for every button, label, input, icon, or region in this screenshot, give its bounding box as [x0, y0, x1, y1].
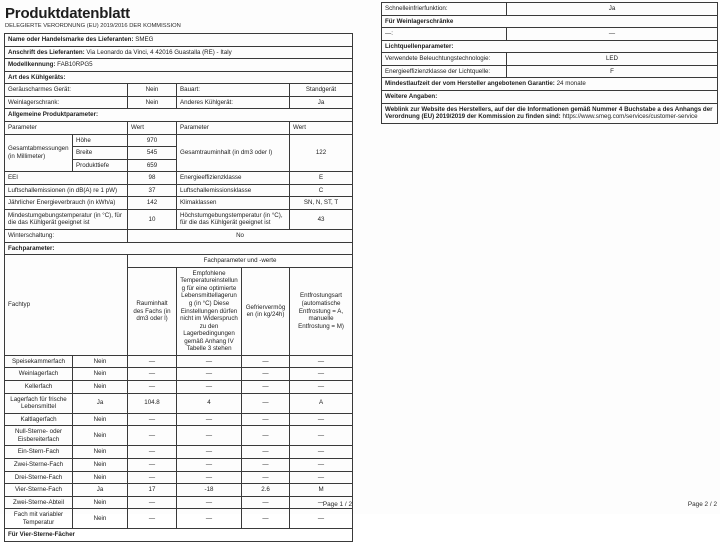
- wert-header-1: Wert: [128, 121, 177, 134]
- fach-defrost: —: [290, 446, 353, 459]
- fach-defrost: —: [290, 381, 353, 394]
- supplier-address-cell: [5, 46, 353, 59]
- fach-defrost: —: [290, 368, 353, 381]
- fach-freeze: —: [242, 393, 290, 413]
- param-row: [5, 172, 353, 185]
- energy-class-value: E: [290, 172, 353, 185]
- model-label: Modellkennung:: [8, 61, 56, 69]
- regulation-subtitle: DELEGIERTE VERORDNUNG (EU) 2019/2016 DER KOMMISSION: [5, 23, 181, 29]
- fach-volume: —: [128, 509, 177, 529]
- low-noise-value: Nein: [128, 84, 177, 97]
- fach-name: Fach mit variabler Temperatur: [5, 509, 73, 529]
- fach-defrost: M: [290, 484, 353, 497]
- wert-header-2: Wert: [290, 121, 353, 134]
- four-star-section-header: Für Vier-Sterne-Fächer: [5, 529, 353, 542]
- fach-volume: —: [128, 496, 177, 509]
- supplier-name-row: [5, 34, 353, 47]
- fach-volume: —: [128, 471, 177, 484]
- fach-row: [5, 471, 353, 484]
- fach-row: [5, 413, 353, 426]
- fach-defrost: —: [290, 413, 353, 426]
- wine-section-row: [382, 15, 718, 28]
- general-section-row: [5, 109, 353, 122]
- fach-name: Ein-Stern-Fach: [5, 446, 73, 459]
- supplier-name-cell: [5, 34, 353, 47]
- fach-present: Nein: [73, 355, 128, 368]
- fach-group-header-row: [5, 255, 353, 268]
- width-label: Breite: [73, 147, 128, 160]
- fach-row: [5, 509, 353, 529]
- fach-freeze: —: [242, 458, 290, 471]
- height-label: Höhe: [73, 134, 128, 147]
- param-header-row: [5, 121, 353, 134]
- fach-freeze: —: [242, 446, 290, 459]
- fach-freeze: —: [242, 355, 290, 368]
- fach-present: Nein: [73, 426, 128, 446]
- light-class-label: Energieeffizienzklasse der Lichtquelle:: [382, 65, 507, 78]
- additional-parameters-table: [381, 2, 718, 124]
- fach-temp: —: [177, 355, 242, 368]
- fach-volume: —: [128, 368, 177, 381]
- depth-label: Produkttiefe: [73, 159, 128, 172]
- fach-temp: —: [177, 413, 242, 426]
- page2-footer: Page 2 / 2: [687, 501, 717, 508]
- temp-col-header: Empfohlene Temperatureinstellung für eine optimierte Lebensmittellagerung (in °C) Diese Einstellungen dürfen nicht im Widerspruch zu den Lagerbedingungen gemäß Anhang IV Tabelle 3 stehen: [177, 267, 242, 355]
- design-type-label: Bauart:: [177, 84, 290, 97]
- page-1: [4, 5, 352, 542]
- wine-dash-value: —: [507, 28, 718, 41]
- fach-temp: —: [177, 446, 242, 459]
- dimensions-row: [5, 134, 353, 147]
- fach-temp: —: [177, 381, 242, 394]
- fach-temp: —: [177, 509, 242, 529]
- climate-class-label: Klimaklassen: [177, 197, 290, 210]
- supplier-address-row: [5, 46, 353, 59]
- general-section-header: Allgemeine Produktparameter:: [5, 109, 353, 122]
- weblink-label: Weblink zur Website des Herstellers, auf der die Informationen gemäß Nummer 4 Buchstabe a des Anhangs der Verordnung (EU) 2019/2019 der Kommission zu finden sind:: [385, 105, 713, 121]
- light-section-header: Lichtquellenparameter:: [382, 40, 718, 53]
- more-info-section-header: Weitere Angaben:: [382, 90, 718, 103]
- fach-temp: —: [177, 426, 242, 446]
- weblink-row: [382, 103, 718, 123]
- min-ambient-temp-label: Mindestumgebungstemperatur (in °C), für die das Kühlgerät geeignet ist: [5, 209, 128, 229]
- supplier-name-label: Name oder Handelsmarke des Lieferanten:: [8, 36, 134, 43]
- fach-name: Drei-Sterne-Fach: [5, 471, 73, 484]
- type-section-row: [5, 71, 353, 84]
- fach-section-header: Fachparameter:: [5, 242, 353, 255]
- fach-volume: —: [128, 381, 177, 394]
- light-tech-row: [382, 53, 718, 66]
- fach-name: Zwei-Sterne-Abteil: [5, 496, 73, 509]
- fach-volume: 17: [128, 484, 177, 497]
- fach-temp: —: [177, 458, 242, 471]
- fach-name: Kellerfach: [5, 381, 73, 394]
- product-parameters-table: [4, 33, 353, 542]
- fach-present: Nein: [73, 471, 128, 484]
- fach-defrost: —: [290, 426, 353, 446]
- fach-volume: —: [128, 426, 177, 446]
- light-class-row: [382, 65, 718, 78]
- fach-present: Nein: [73, 381, 128, 394]
- fach-group-header: Fachparameter und -werte: [128, 255, 353, 268]
- fach-defrost: —: [290, 355, 353, 368]
- fach-temp: 4: [177, 393, 242, 413]
- wine-dash-label: —:: [382, 28, 507, 41]
- depth-value: 659: [128, 159, 177, 172]
- fach-row: [5, 446, 353, 459]
- page-2: [381, 2, 717, 124]
- eei-value: 98: [128, 172, 177, 185]
- fach-temp: —: [177, 368, 242, 381]
- wine-storage-value: Nein: [128, 96, 177, 109]
- total-volume-label: Gesamtrauminhalt (in dm3 oder l): [177, 134, 290, 172]
- fach-present: Ja: [73, 484, 128, 497]
- annual-energy-value: 142: [128, 197, 177, 210]
- fach-defrost: —: [290, 471, 353, 484]
- four-star-section-row: [5, 529, 353, 542]
- fach-defrost: —: [290, 496, 353, 509]
- param-row: [5, 197, 353, 210]
- param-header-2: Parameter: [177, 121, 290, 134]
- warranty-cell: [382, 78, 718, 91]
- wine-dash-row: [382, 28, 718, 41]
- defrost-col-header: Entfrostungsart (automatische Entfrostung = A, manuelle Entfrostung = M): [290, 267, 353, 355]
- design-type-value: Standgerät: [290, 84, 353, 97]
- quickfreeze-value: Ja: [507, 3, 718, 16]
- model-row: [5, 59, 353, 72]
- warranty-row: [382, 78, 718, 91]
- weblink-url[interactable]: https://www.smeg.com/services/customer-service: [562, 113, 698, 121]
- more-info-section-row: [382, 90, 718, 103]
- page-title: Produktdatenblatt: [5, 5, 130, 22]
- light-tech-label: Verwendete Beleuchtungstechnologie:: [382, 53, 507, 66]
- noise-class-label: Luftschallemissionsklasse: [177, 184, 290, 197]
- total-volume-value: 122: [290, 134, 353, 172]
- quickfreeze-row: [382, 3, 718, 16]
- fach-freeze: —: [242, 381, 290, 394]
- fach-present: Nein: [73, 446, 128, 459]
- supplier-address-value: Via Leonardo da Vinci, 4 42016 Guastalla (RE) - Italy: [86, 48, 232, 56]
- fach-freeze: —: [242, 496, 290, 509]
- fach-name: Kaltlagerfach: [5, 413, 73, 426]
- wine-section-header: Für Weinlagerschränke: [382, 15, 718, 28]
- fach-volume: 104.8: [128, 393, 177, 413]
- supplier-address-label: Anschrift des Lieferanten:: [8, 48, 85, 56]
- model-value: FAB10RPG5: [57, 61, 93, 69]
- light-tech-value: LED: [507, 53, 718, 66]
- fach-freeze: 2.6: [242, 484, 290, 497]
- fach-name: Speisekammerfach: [5, 355, 73, 368]
- fach-volume: —: [128, 413, 177, 426]
- weblink-cell: [382, 103, 718, 123]
- noise-emission-value: 37: [128, 184, 177, 197]
- other-appliance-label: Anderes Kühlgerät:: [177, 96, 290, 109]
- fach-present: Nein: [73, 368, 128, 381]
- light-class-value: F: [507, 65, 718, 78]
- fach-volume: —: [128, 446, 177, 459]
- energy-class-label: Energieeffizienzklasse: [177, 172, 290, 185]
- other-appliance-value: Ja: [290, 96, 353, 109]
- fach-freeze: —: [242, 368, 290, 381]
- fach-temp: —: [177, 471, 242, 484]
- noise-emission-label: Luftschallemissionen (in dB(A) re 1 pW): [5, 184, 128, 197]
- winter-setting-label: Winterschaltung:: [5, 230, 128, 243]
- fach-section-row: [5, 242, 353, 255]
- dimensions-label: Gesamtabmessungen (in Millimeter): [5, 134, 73, 172]
- wine-storage-label: Weinlagerschrank:: [5, 96, 128, 109]
- param-header-1: Parameter: [5, 121, 128, 134]
- fach-row: [5, 393, 353, 413]
- type-section-header: Art des Kühlgeräts:: [5, 71, 353, 84]
- model-cell: [5, 59, 353, 72]
- max-ambient-temp-value: 43: [290, 209, 353, 229]
- fach-present: Nein: [73, 496, 128, 509]
- quickfreeze-label: Schnelleinfrierfunktion:: [382, 3, 507, 16]
- fach-row: [5, 458, 353, 471]
- supplier-name-value: SMEG: [135, 36, 154, 43]
- fach-present: Ja: [73, 393, 128, 413]
- height-value: 970: [128, 134, 177, 147]
- low-noise-label: Geräuscharmes Gerät:: [5, 84, 128, 97]
- fachtyp-header: Fachtyp: [5, 255, 128, 356]
- param-row: [5, 209, 353, 229]
- fach-volume: —: [128, 458, 177, 471]
- light-section-row: [382, 40, 718, 53]
- climate-class-value: SN, N, ST, T: [290, 197, 353, 210]
- winter-setting-row: [5, 230, 353, 243]
- fach-name: Null-Sterne- oder Eisbereiterfach: [5, 426, 73, 446]
- max-ambient-temp-label: Höchstumgebungstemperatur (in °C), für die das Kühlgerät geeignet ist: [177, 209, 290, 229]
- fach-temp: -18: [177, 484, 242, 497]
- freeze-col-header: Gefriervermögen (in kg/24h): [242, 267, 290, 355]
- type-row: [5, 96, 353, 109]
- fach-row: [5, 484, 353, 497]
- fach-name: Zwei-Sterne-Fach: [5, 458, 73, 471]
- eei-label: EEI: [5, 172, 128, 185]
- annual-energy-label: Jährlicher Energieverbrauch (in kWh/a): [5, 197, 128, 210]
- type-row: [5, 84, 353, 97]
- fach-defrost: —: [290, 509, 353, 529]
- warranty-label: Mindestlaufzeit der vom Hersteller angebotenen Garantie:: [385, 80, 555, 88]
- volume-col-header: Rauminhalt des Fachs (in dm3 oder l): [128, 267, 177, 355]
- fach-name: Weinlagerfach: [5, 368, 73, 381]
- fach-freeze: —: [242, 413, 290, 426]
- fach-defrost: A: [290, 393, 353, 413]
- fach-defrost: —: [290, 458, 353, 471]
- width-value: 545: [128, 147, 177, 160]
- fach-row: [5, 368, 353, 381]
- fach-freeze: —: [242, 426, 290, 446]
- fach-freeze: —: [242, 509, 290, 529]
- fach-name: Lagerfach für frische Lebensmittel: [5, 393, 73, 413]
- fach-present: Nein: [73, 509, 128, 529]
- fach-present: Nein: [73, 413, 128, 426]
- fach-row: [5, 381, 353, 394]
- fach-present: Nein: [73, 458, 128, 471]
- min-ambient-temp-value: 10: [128, 209, 177, 229]
- fach-name: Vier-Sterne-Fach: [5, 484, 73, 497]
- warranty-value: 24 monate: [556, 80, 586, 88]
- param-row: [5, 184, 353, 197]
- fach-temp: —: [177, 496, 242, 509]
- fach-row: [5, 426, 353, 446]
- winter-setting-value: No: [128, 230, 353, 243]
- fach-row: [5, 355, 353, 368]
- fach-freeze: —: [242, 471, 290, 484]
- fach-volume: —: [128, 355, 177, 368]
- noise-class-value: C: [290, 184, 353, 197]
- page1-footer: Page 1 / 2: [322, 501, 352, 508]
